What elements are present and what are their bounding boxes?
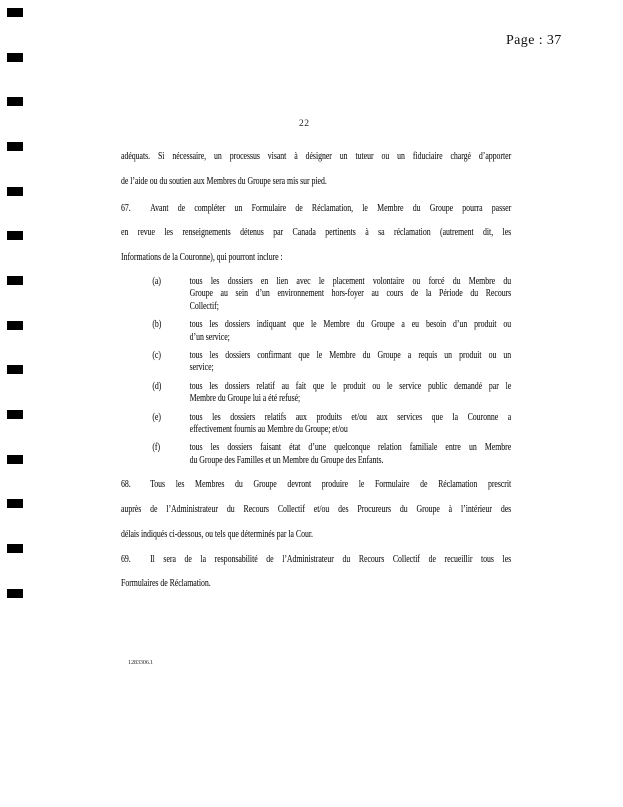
text-line: de l’aide ou du soutien aux Membres du Groupe sera mis sur pied. (121, 175, 327, 187)
paragraph-68 (121, 473, 511, 547)
text-line (121, 548, 511, 573)
text-line: Avant de compléter un Formulaire de Réclamation, le Membre du Groupe pourra passer (150, 202, 512, 214)
scan-mark (7, 499, 23, 508)
text-line (121, 473, 511, 498)
text-line: en revue les renseignements détenus par Canada pertinents à sa réclamation (autrement dit, les (121, 227, 512, 239)
text-line: Formulaires de Réclamation. (121, 578, 211, 590)
scan-mark (7, 365, 23, 374)
text-line: tous les dossiers confirmant que le Membre du Groupe a requis un produit ou un (189, 350, 512, 362)
text-line: tous les dossiers relatif au fait que le produit ou le service public demandé par le (189, 380, 512, 392)
text-line: effectivement fournis au Membre du Groupe; et/ou (189, 424, 348, 436)
document-body (121, 145, 511, 597)
item-label: (e) (152, 411, 161, 423)
text-line: Collectif; (189, 300, 219, 312)
list-item-e (121, 412, 511, 437)
text-line: Tous les Membres du Groupe devront produire le Formulaire de Réclamation prescrit (150, 479, 512, 491)
text-line: auprès de l’Administrateur du Recours Collectif et/ou des Procureurs du Groupe à l’intérieur des (121, 504, 512, 516)
item-label: (a) (152, 275, 161, 287)
list-item-b (121, 319, 511, 344)
scan-mark (7, 97, 23, 106)
scan-mark (7, 231, 23, 240)
enumerated-list (121, 276, 511, 467)
paragraph-number: 69. (121, 553, 131, 565)
scan-mark (7, 8, 23, 17)
item-label: (d) (152, 380, 162, 392)
scan-mark (7, 53, 23, 62)
text-line: Membre du Groupe lui a été refusé; (189, 393, 301, 405)
item-label: (b) (152, 319, 162, 331)
scan-mark (7, 410, 23, 419)
item-label: (f) (152, 442, 161, 454)
paragraph-number: 67. (121, 202, 131, 214)
scan-mark (7, 544, 23, 553)
text-line: du Groupe des Familles et un Membre du Groupe des Enfants. (189, 454, 384, 466)
list-item-c (121, 350, 511, 375)
text-line: Informations de la Couronne), qui pourront inclure : (121, 252, 283, 264)
item-label: (c) (152, 350, 161, 362)
scan-mark (7, 455, 23, 464)
scan-mark (7, 142, 23, 151)
inner-page-number: 22 (299, 119, 310, 129)
text-line: tous les dossiers relatifs aux produits et/ou aux services que la Couronne a (189, 411, 512, 423)
document-id-footer: 1283306.1 (128, 659, 153, 666)
text-line: Groupe au sein d’un environnement hors-foyer au cours de la Période du Recours (189, 288, 512, 300)
text-line: tous les dossiers faisant état d’une quelconque relation familiale entre un Membre (189, 442, 512, 454)
text-line: d’un service; (189, 331, 230, 343)
paragraph-number: 68. (121, 479, 131, 491)
scan-mark (7, 321, 23, 330)
text-line: tous les dossiers indiquant que le Membre du Groupe a eu besoin d’un produit ou (189, 319, 512, 331)
intro-paragraph (121, 145, 511, 195)
paragraph-69 (121, 548, 511, 598)
text-line (121, 197, 511, 222)
scan-mark (7, 276, 23, 285)
paragraph-67 (121, 197, 511, 271)
list-item-a (121, 276, 511, 313)
scan-mark (7, 589, 23, 598)
text-line: service; (189, 362, 214, 374)
scan-mark (7, 187, 23, 196)
text-line: tous les dossiers en lien avec le placement volontaire ou forcé du Membre du (189, 275, 512, 287)
list-item-d (121, 381, 511, 406)
text-line: délais indiqués ci-dessous, ou tels que déterminés par la Cour. (121, 528, 313, 540)
page-header-number: Page : 37 (506, 33, 562, 48)
text-line: Il sera de la responsabilité de l’Administrateur du Recours Collectif de recueillir tous les (150, 553, 512, 565)
list-item-f (121, 442, 511, 467)
text-line: adéquats. Si nécessaire, un processus visant à désigner un tuteur ou un fiduciaire chargé d’apporter (121, 151, 512, 162)
